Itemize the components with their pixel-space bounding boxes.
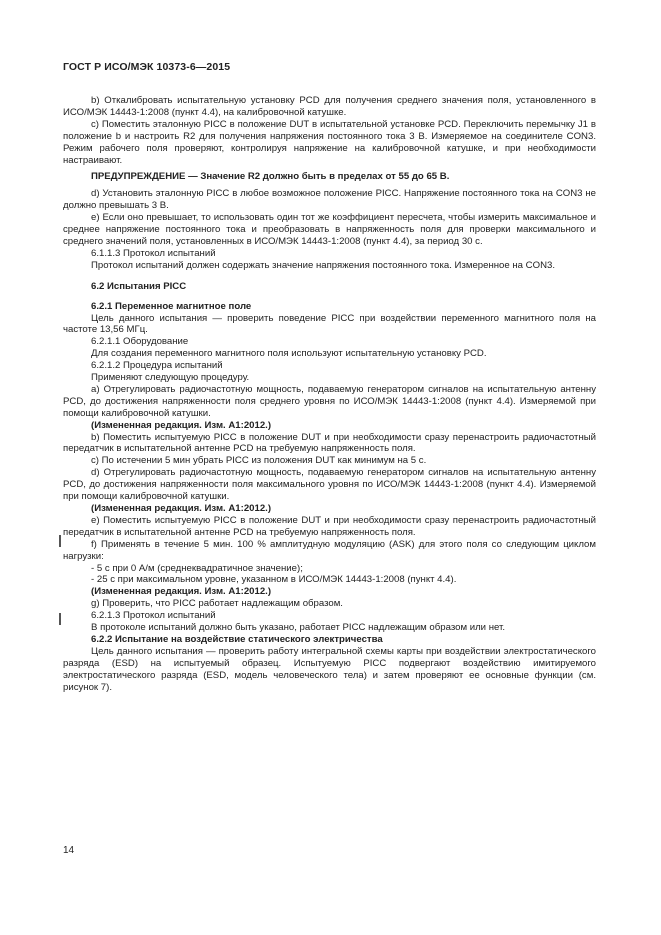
- list-item: a) Отрегулировать радиочастотную мощность, подаваемую генератором сигналов на испытательную антенну PCD, до достижения напряженности поля среднего уровня по ИСО/МЭК 14443-1:2008 (пункт 4.4). Измеряемой при помощи калибровочной катушки.: [63, 383, 596, 419]
- paragraph: Применяют следующую процедуру.: [91, 372, 250, 384]
- section-heading-6-2-2: 6.2.2 Испытание на воздействие статического электричества: [91, 633, 383, 645]
- list-subitem: - 5 с при 0 А/м (среднеквадратичное значение);: [91, 562, 303, 574]
- paragraph: Для создания переменного магнитного поля используют испытательную установку PCD.: [91, 348, 487, 360]
- change-marker-bar: [59, 613, 61, 625]
- change-marker-bar: [59, 535, 61, 547]
- subsection-heading: 6.2.1.2 Процедура испытаний: [91, 360, 223, 372]
- revision-note: (Измененная редакция. Изм. А1:2012.): [91, 586, 272, 598]
- paragraph: d) Установить эталонную PICC в любое возможное положение PICC. Напряжение постоянного тока на CON3 не должно превышать 3 В.: [63, 188, 596, 212]
- list-subitem: - 25 с при максимальном уровне, указанном в ИСО/МЭК 14443-1:2008 (пункт 4.4).: [91, 574, 457, 586]
- list-item: c) По истечении 5 мин убрать PICC из положения DUT как минимум на 5 с.: [91, 455, 427, 467]
- page-number: 14: [63, 845, 75, 856]
- subsection-heading: 6.2.1.3 Протокол испытаний: [91, 610, 216, 622]
- paragraph: c) Поместить эталонную PICC в положение DUT в испытательной установке PCD. Переключить перемычку J1 в положение b и настроить R2 для получения напряжения постоянного тока 3 В. Измеряемое на соединителе CON3. Режим рабочего поля проверяют, контролируя напряжение на калибровочной катушке, и при необходимости настраивают.: [63, 118, 596, 166]
- paragraph: В протоколе испытаний должно быть указано, работает PICC надлежащим образом или нет.: [91, 622, 506, 634]
- revision-note: (Измененная редакция. Изм. А1:2012.): [91, 503, 272, 514]
- list-item: e) Поместить испытуемую PICC в положение DUT и при необходимости сразу перенастроить радиочастотный передатчик в испытательной антенне PCD на требуемую напряженность поля.: [63, 514, 596, 538]
- subsection-heading: 6.2.1.1 Оборудование: [91, 336, 189, 348]
- paragraph: Протокол испытаний должен содержать значение напряжения постоянного тока. Измеренное на CON3.: [91, 259, 556, 271]
- paragraph: e) Если оно превышает, то использовать один тот же коэффициент пересчета, чтобы измерить максимальное и среднее напряжение постоянного тока и преобразовать в напряженность поля для проверки максимального и среднего значений поля, установленных в ИСО/МЭК 14443-1:2008 (пункт 4.4), за период 30 с.: [63, 212, 596, 247]
- list-item: g) Проверить, что PICC работает надлежащим образом.: [91, 598, 343, 610]
- list-item: d) Отрегулировать радиочастотную мощность, подаваемую генератором сигналов на испытательную антенну PCD, до достижения напряженности поля максимального уровня по ИСО/МЭК 14443-1:2008 (пункт 4.4). Измеряемой при помощи калибровочной катушки.: [63, 467, 596, 503]
- paragraph: Цель данного испытания — проверить работу интегральной схемы карты при воздействии электростатического разряда (ESD) на испытуемый образец. Испытуемую PICC подвергают воздействию имитируемого электростатического разряда (ESD, модель человеческого тела) и затем проверяют ее основные функции (см. рисунок 7).: [63, 645, 596, 693]
- document-body: [63, 95, 596, 694]
- section-heading-6-2: 6.2 Испытания PICC: [91, 280, 187, 292]
- subsection-heading: 6.1.1.3 Протокол испытаний: [91, 247, 216, 259]
- list-item: f) Применять в течение 5 мин. 100 % амплитудную модуляцию (ASK) для этого поля со следующим циклом нагрузки:: [63, 538, 596, 562]
- page-header: ГОСТ Р ИСО/МЭК 10373-6—2015: [63, 61, 231, 73]
- list-item: b) Поместить испытуемую PICC в положение DUT и при необходимости сразу перенастроить радиочастотный передатчик в испытательной антенне PCD на требуемую напряженность поля.: [63, 431, 596, 455]
- warning-note: ПРЕДУПРЕЖДЕНИЕ — Значение R2 должно быть в пределах от 55 до 65 В.: [91, 171, 450, 183]
- revision-note: (Измененная редакция. Изм. А1:2012.): [91, 419, 272, 431]
- paragraph: Цель данного испытания — проверить поведение PICC при воздействии переменного магнитного поля на частоте 13,56 МГц.: [63, 312, 596, 336]
- paragraph: b) Откалибровать испытательную установку PCD для получения среднего значения поля, установленного в ИСО/МЭК 14443-1:2008 (пункт 4.4), на калибровочной катушке.: [63, 95, 596, 118]
- section-heading-6-2-1: 6.2.1 Переменное магнитное поле: [91, 300, 252, 312]
